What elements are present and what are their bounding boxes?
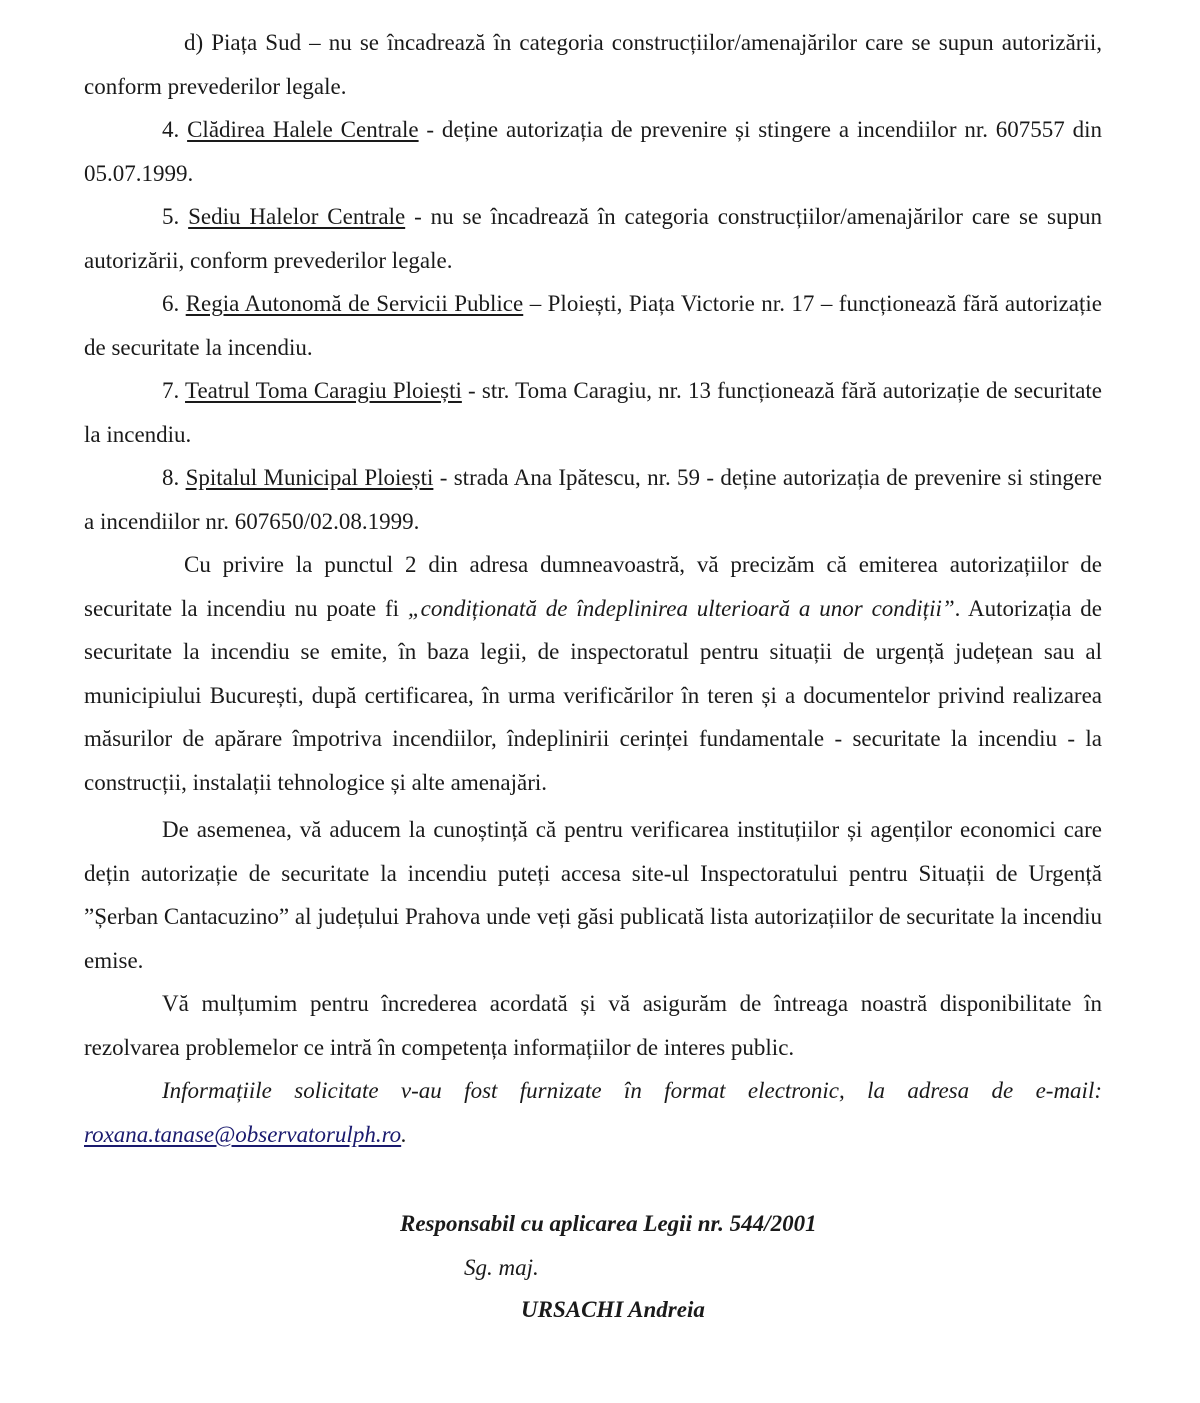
item-4 [84,108,1102,195]
item-4-name: Clădirea Halele Centrale [187,117,419,142]
item-6-number: 6. [162,291,180,316]
item-8 [84,456,1102,543]
paragraph-email [84,1069,1102,1156]
item-4-text: - deține autorizația de prevenire și stingere a incendiilor nr. 607557 din 05.07.1999. [84,117,1103,186]
item-8-name: Spitalul Municipal Ploiești [185,465,434,490]
item-7-number: 7. [162,378,180,403]
item-d-text: d) Piața Sud – nu se încadrează în categoria construcțiilor/amenajărilor care se supun autorizării, conform prevederilor legale. [84,30,1102,99]
item-5 [84,195,1102,282]
paragraph-inspectorate-text: De asemenea, vă aducem la cunoștință că pentru verificarea instituțiilor și agenților economici care dețin autorizație de securitate la incendiu puteți accesa site-ul Inspectoratului pentru Situații de Urgență ”Șerban Cantacuzino” al județului Prahova unde veți găsi publicată lista autorizațiilor de securitate la incendiu emise. [84,817,1102,973]
item-6-name: Regia Autonomă de Servicii Publice [185,291,524,316]
email-period: . [401,1121,407,1147]
item-7-text: - str. Toma Caragiu, nr. 13 funcționează fără autorizație de securitate la incendiu. [84,378,1103,447]
signature-role: Responsabil cu aplicarea Legii nr. 544/2001 [400,1211,817,1236]
paragraph-authorization-start: Cu privire la punctul 2 din adresa dumneavoastră, vă precizăm că emiterea autorizațiilor de securitate la incendiu nu poate fi [84,552,1102,621]
signature-name: URSACHI Andreia [521,1297,705,1322]
signature-rank: Sg. maj. [464,1255,539,1280]
item-5-name: Sediu Halelor Centrale [188,204,406,229]
paragraph-thanks [84,982,1102,1069]
paragraph-authorization [84,543,1102,804]
paragraph-inspectorate [84,808,1102,982]
item-8-text: - strada Ana Ipătescu, nr. 59 - deține autorizația de prevenire si stingere a incendiilor nr. 607650/02.08.1999. [84,465,1102,534]
item-6 [84,282,1102,369]
item-5-text: - nu se încadrează în categoria construcțiilor/amenajărilor care se supun autorizării, conform prevederilor legale. [84,204,1102,273]
item-8-number: 8. [162,465,180,490]
quoted-condition: „condiționată de îndeplinirea ulterioară a unor condiții” [407,595,955,621]
item-7 [84,369,1102,456]
item-7-name: Teatrul Toma Caragiu Ploiești [185,378,462,403]
email-link[interactable]: roxana.tanase@observatorulph.ro [84,1121,402,1147]
item-d [84,21,1102,108]
paragraph-authorization-end: . Autorizația de securitate la incendiu se emite, în baza legii, de inspectoratul pentru situații de urgență județean sau al municipiului București, după certificarea, în urma verificărilor în teren și a documentelor privind realizarea măsurilor de apărare împotriva incendiilor, îndeplinirii cerinței fundamentale - securitate la incendiu - la construcții, instalații tehnologice și alte amenajări. [84,595,1102,795]
paragraph-thanks-text: Vă mulțumim pentru încrederea acordată și vă asigurăm de întreaga noastră disponibilitate în rezolvarea problemelor ce intră în competența informațiilor de interes public. [84,991,1102,1060]
item-5-number: 5. [162,204,180,229]
item-6-text: – Ploiești, Piața Victorie nr. 17 – funcționează fără autorizație de securitate la incendiu. [84,291,1102,360]
paragraph-email-text: Informațiile solicitate v-au fost furnizate în format electronic, la adresa de e-mail: [162,1078,1102,1103]
item-4-number: 4. [162,117,180,142]
